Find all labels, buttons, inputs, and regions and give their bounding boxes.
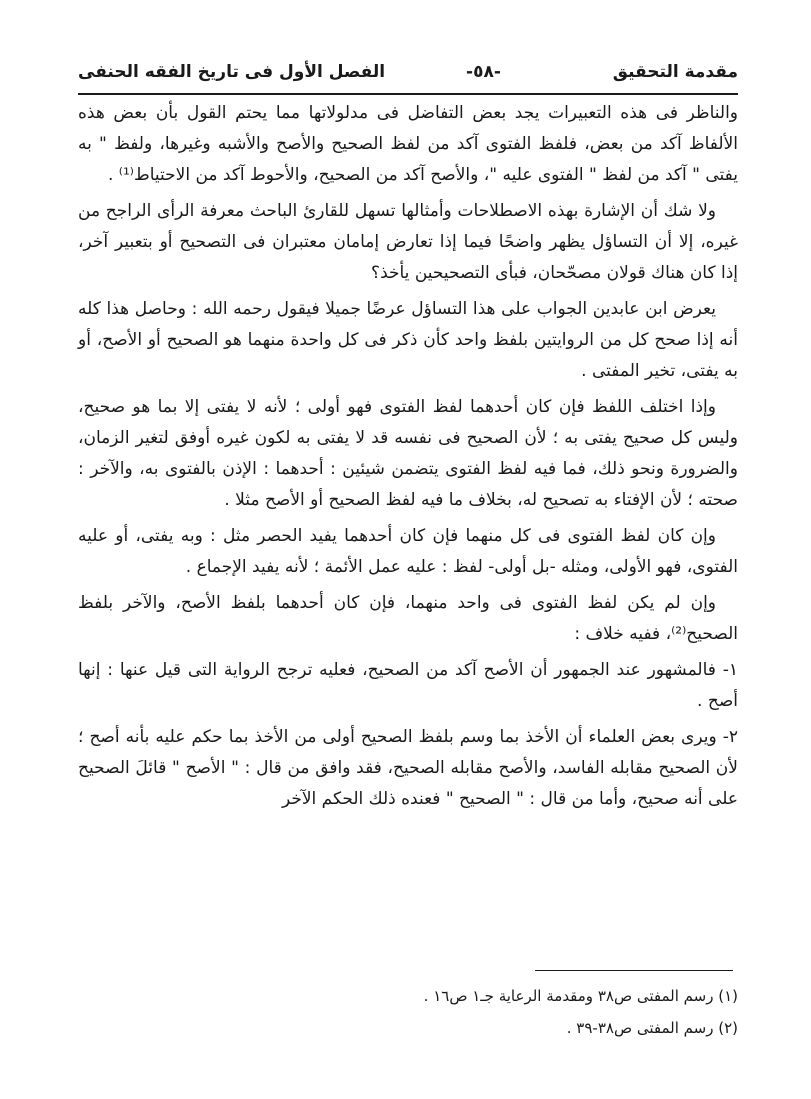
header-section-title: مقدمة التحقيق (612, 62, 738, 82)
footnotes (78, 980, 738, 1044)
header-divider (78, 93, 738, 95)
paragraph-2: ولا شك أن الإشارة بهذه الاصطلاحات وأمثالها تسهل للقارئ الباحث معرفة الرأى الراجح من غيره، إلا أن التساؤل يظهر واضحًا فيما إذا تعارض إمامان معتبران فى التصحيح أو بتعبير آخر، إذا كان هناك قولان مصحّحان، فبأى التصحيحين يأخذ؟ (78, 201, 738, 283)
paragraph-5: وإن كان لفظ الفتوى فى كل منهما فإن كان أحدهما يفيد الحصر مثل : وبه يفتى، أو عليه الفتوى، فهو الأولى، ومثله -بل أولى- لفظ : عليه عمل الأئمة ؛ لأنه يفيد الإجماع . (78, 526, 738, 577)
paragraph-1: والناظر فى هذه التعبيرات يجد بعض التفاضل فى مدلولاتها مما يحتم القول بأن بعض هذه الألفاظ آكد من بعض، فلفظ الفتوى آكد من لفظ الصحيح والأصح والأشبه وغيرها، ولفظ " به يفتى " آكد من لفظ " الفتوى عليه "، والأصح آكد من الصحيح، والأحوط آكد من الاحتياط⁽¹⁾ . (78, 103, 738, 185)
paragraph-3: يعرض ابن عابدين الجواب على هذا التساؤل عرضًا جميلا فيقول رحمه الله : وحاصل هذا كله أنه إذا صحح كل من الروايتين بلفظ واحد كأن ذكر فى كل واحدة منهما هو الصحيح أو الأصح، أو به يفتى، تخير المفتى . (78, 299, 738, 381)
paragraph-4: وإذا اختلف اللفظ فإن كان أحدهما لفظ الفتوى فهو أولى ؛ لأنه لا يفتى إلا بما هو صحيح، وليس كل صحيح يفتى به ؛ لأن الصحيح فى نفسه قد لا يفتى به لكون غيره أوفق لتغير الزمان، والضرورة ونحو ذلك، فما فيه لفظ الفتوى يتضمن شيئين : أحدهما : الإذن بالفتوى به، والآخر : صحته ؛ لأن الإفتاء به تصحيح له، بخلاف ما فيه لفظ الصحيح أو الأصح مثلا . (78, 397, 738, 510)
page-number: -٥٨- (466, 62, 501, 82)
paragraph-7: ١- فالمشهور عند الجمهور أن الأصح آكد من الصحيح، فعليه ترجح الرواية التى قيل عنها : إنها أصح . (78, 660, 738, 711)
body-text (78, 98, 738, 820)
running-header (78, 52, 738, 92)
footnote-1: (١) رسم المفتى ص٣٨ ومقدمة الرعاية جـ١ ص١٦ . (423, 987, 738, 1005)
header-chapter-title: الفصل الأول فى تاريخ الفقه الحنفى (78, 62, 386, 82)
paragraph-6: وإن لم يكن لفظ الفتوى فى واحد منهما، فإن كان أحدهما بلفظ الأصح، والآخر بلفظ الصحيح⁽²⁾، ففيه خلاف : (78, 593, 738, 644)
footnote-divider (535, 970, 733, 971)
footnote-2: (٢) رسم المفتى ص٣٨-٣٩ . (566, 1019, 738, 1037)
paragraph-8: ٢- ويرى بعض العلماء أن الأخذ بما وسم بلفظ الصحيح أولى من الأخذ بما حكم عليه بأنه أصح ؛ لأن الصحيح مقابله الفاسد، والأصح مقابله الصحيح، فقد وافق من قال : " الأصح " قائلَ الصحيح على أنه صحيح، وأما من قال : " الصحيح " فعنده ذلك الحكم الآخر (78, 727, 738, 809)
